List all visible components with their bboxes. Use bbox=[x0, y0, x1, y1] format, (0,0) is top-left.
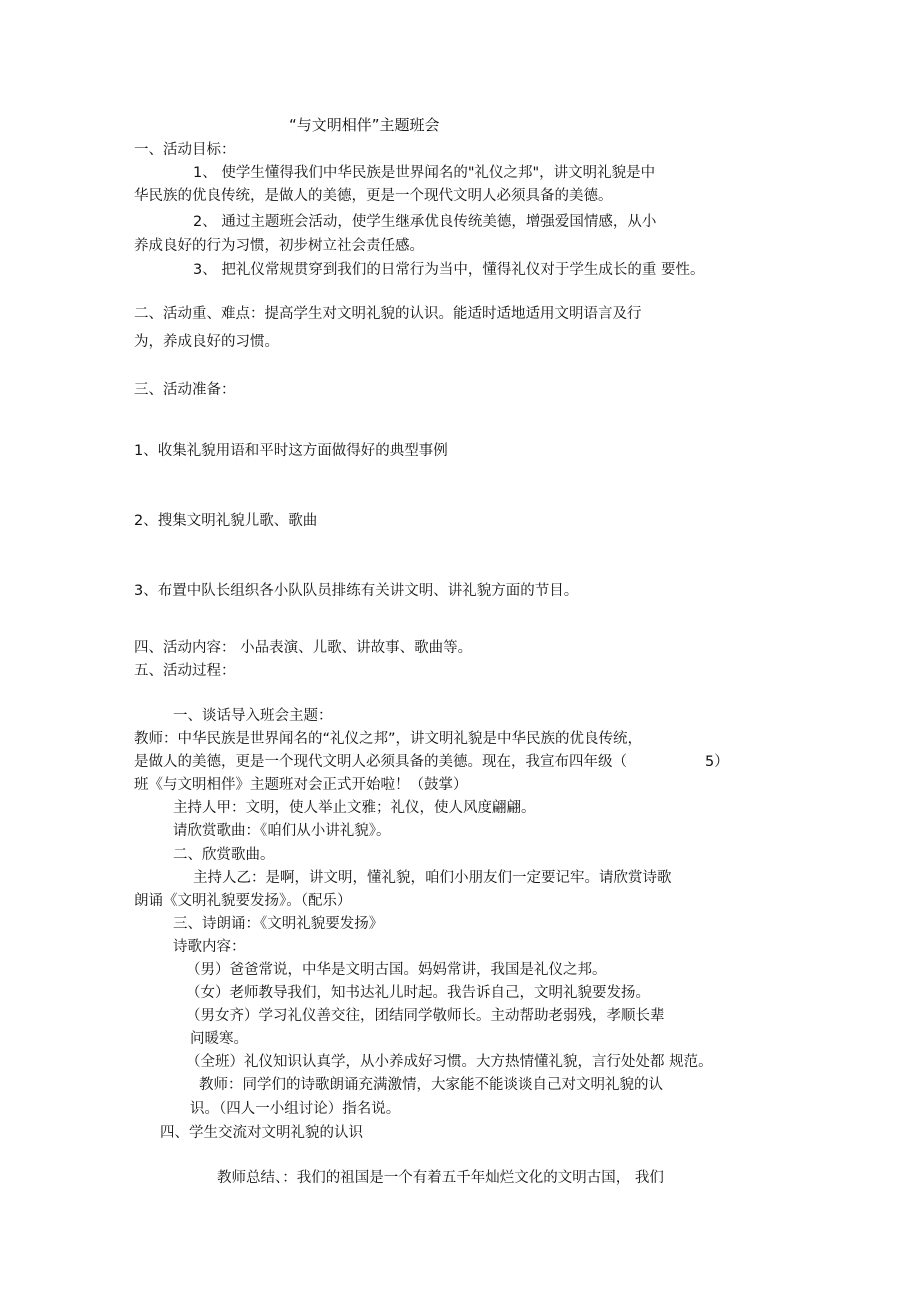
part-3-heading: 三、诗朗诵：《文明礼貌要发扬》 bbox=[173, 916, 384, 932]
poem-male-line: （男）爸爸常说，中华是文明古国。妈妈常讲，我国是礼仪之邦。 bbox=[186, 962, 607, 978]
section-process-heading: 五、活动过程： bbox=[134, 663, 236, 679]
key-points-line-2: 为，养成良好的习惯。 bbox=[134, 334, 279, 350]
teacher-comment-line-1: 教师：同学们的诗歌朗诵充满激情，大家能不能谈谈自己对文明礼貌的认 bbox=[199, 1077, 663, 1093]
goal-2-line-1: 2、 通过主题班会活动，使学生继承优良传统美德，增强爱国情感，从小 bbox=[193, 214, 657, 230]
section-content-line: 四、活动内容： 小品表演、儿歌、讲故事、歌曲等。 bbox=[134, 640, 473, 656]
section-goals-heading: 一、活动目标： bbox=[134, 142, 236, 158]
part-4-heading: 四、学生交流对文明礼貌的认识 bbox=[160, 1125, 363, 1141]
teacher-intro-line-2-text: 是做人的美德，更是一个现代文明人必须具备的美德。现在，我宣布四年级（ bbox=[134, 754, 627, 770]
teacher-intro-line-2 bbox=[134, 752, 729, 772]
poem-female-line: （女）老师教导我们，知书达礼儿时起。我告诉自己，文明礼貌要发扬。 bbox=[186, 985, 650, 1001]
part-2-heading: 二、欣赏歌曲。 bbox=[173, 847, 275, 863]
part-1-heading: 一、谈话导入班会主题： bbox=[173, 708, 333, 724]
teacher-intro-line-3: 班《与文明相伴》主题班对会正式开始啦！（鼓掌） bbox=[134, 777, 468, 793]
key-points-line-1: 二、活动重、难点：提高学生对文明礼貌的认识。能适时适地适用文明语言及行 bbox=[134, 306, 642, 322]
host-b-line-1: 主持人乙：是啊，讲文明，懂礼貌，咱们小朋友们一定要记牢。请欣赏诗歌 bbox=[193, 870, 672, 886]
poem-class-line: （全班）礼仪知识认真学，从小养成好习惯。大方热情懂礼貌，言行处处都 规范。 bbox=[186, 1054, 713, 1070]
poem-label: 诗歌内容： bbox=[173, 939, 246, 955]
preparation-item-1: 1、收集礼貌用语和平时这方面做得好的典型事例 bbox=[134, 443, 448, 459]
goal-3-line-1: 3、 把礼仪常规贯穿到我们的日常行为当中，懂得礼仪对于学生成长的重 要性。 bbox=[193, 262, 705, 278]
teacher-comment-line-2: 识。（四人一小组讨论）指名说。 bbox=[190, 1101, 401, 1117]
goal-1-line-2: 华民族的优良传统，是做人的美德，更是一个现代文明人必须具备的美德。 bbox=[134, 188, 613, 204]
goal-2-line-2: 养成良好的行为习惯，初步树立社会责任感。 bbox=[134, 238, 424, 254]
poem-both-line-2: 问暖寒。 bbox=[190, 1031, 248, 1047]
preparation-item-3: 3、布置中队长组织各小队队员排练有关讲文明、讲礼貌方面的节目。 bbox=[134, 583, 579, 599]
goal-1-line-1: 1、 使学生懂得我们中华民族是世界闻名的"礼仪之邦"，讲文明礼貌是中 bbox=[193, 165, 656, 181]
host-b-line-2: 朗诵《文明礼貌要发扬》。（配乐） bbox=[134, 893, 352, 909]
teacher-intro-line-1: 教师：中华民族是世界闻名的“礼仪之邦”，讲文明礼貌是中华民族的优良传统， bbox=[134, 731, 643, 747]
poem-both-line-1: （男女齐）学习礼仪善交往，团结同学敬师长。主动帮助老弱残，孝顺长辈 bbox=[186, 1008, 665, 1024]
section-preparation-heading: 三、活动准备： bbox=[134, 382, 236, 398]
document-title: “与文明相伴”主题班会 bbox=[289, 116, 440, 134]
class-number: 5） bbox=[705, 754, 729, 770]
preparation-item-2: 2、搜集文明礼貌儿歌、歌曲 bbox=[134, 513, 318, 529]
host-a-line: 主持人甲：文明，使人举止文雅；礼仪，使人风度翩翩。 bbox=[173, 800, 536, 816]
song-invite-line: 请欣赏歌曲：《咱们从小讲礼貌》。 bbox=[173, 823, 391, 839]
teacher-summary-line: 教师总结、：我们的祖国是一个有着五千年灿烂文化的文明古国， 我们 bbox=[217, 1170, 664, 1186]
